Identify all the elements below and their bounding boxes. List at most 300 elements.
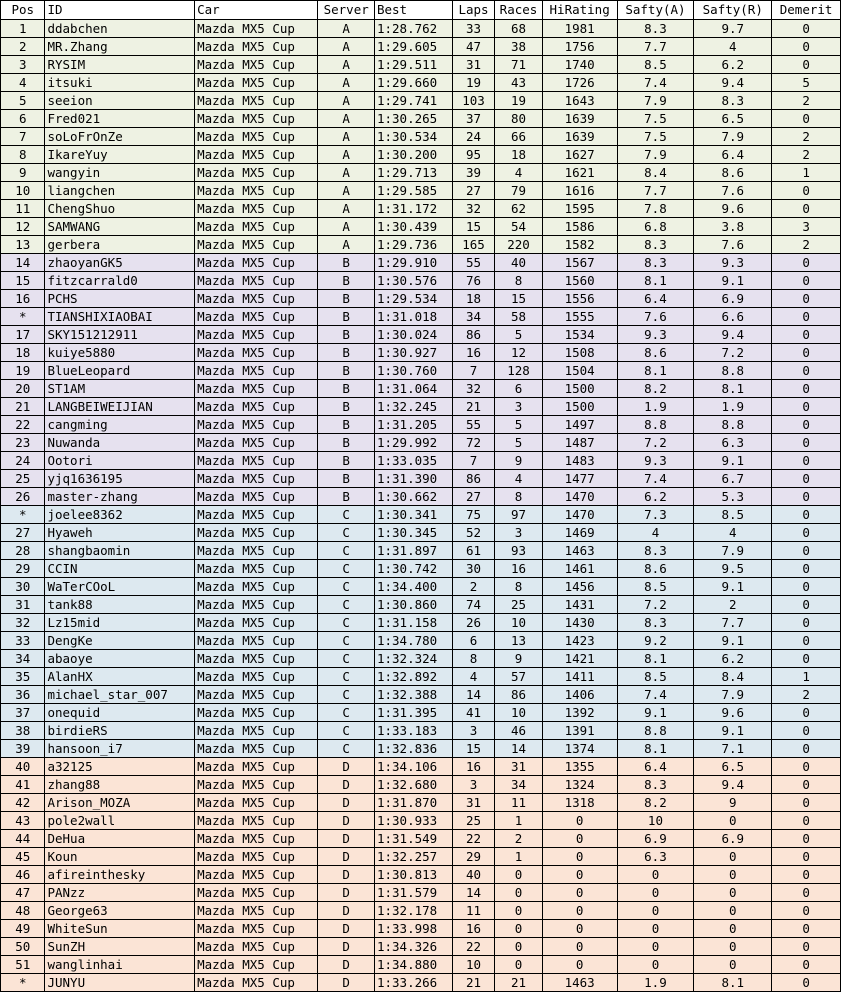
table-cell: 0 xyxy=(772,308,841,326)
table-cell: A xyxy=(318,74,375,92)
table-cell: D xyxy=(318,920,375,938)
table-cell: 8 xyxy=(495,272,543,290)
table-cell: 1411 xyxy=(542,668,617,686)
table-cell: 1:33.183 xyxy=(374,722,452,740)
table-cell: 13 xyxy=(1,236,45,254)
table-cell: 37 xyxy=(1,704,45,722)
table-cell: 1500 xyxy=(542,380,617,398)
table-cell: 1:32.257 xyxy=(374,848,452,866)
table-cell: 8.3 xyxy=(617,614,694,632)
table-cell: A xyxy=(318,218,375,236)
table-row xyxy=(1,902,841,920)
table-cell: 0 xyxy=(542,884,617,902)
table-cell: Mazda MX5 Cup xyxy=(195,560,318,578)
table-cell: Mazda MX5 Cup xyxy=(195,740,318,758)
table-cell: ST1AM xyxy=(45,380,195,398)
table-cell: 7.2 xyxy=(694,344,772,362)
table-cell: 0 xyxy=(772,398,841,416)
table-cell: 22 xyxy=(452,938,494,956)
column-header: Pos xyxy=(1,1,45,20)
table-cell: D xyxy=(318,830,375,848)
table-cell: 1981 xyxy=(542,20,617,38)
table-cell: 0 xyxy=(772,794,841,812)
table-cell: 51 xyxy=(1,956,45,974)
table-cell: 5 xyxy=(1,92,45,110)
table-cell: 6.3 xyxy=(694,434,772,452)
table-cell: 1:29.741 xyxy=(374,92,452,110)
table-cell: 0 xyxy=(542,812,617,830)
table-cell: 26 xyxy=(452,614,494,632)
table-cell: 8.8 xyxy=(694,362,772,380)
table-cell: Mazda MX5 Cup xyxy=(195,182,318,200)
table-cell: 8.6 xyxy=(617,344,694,362)
table-cell: 14 xyxy=(495,740,543,758)
table-cell: 38 xyxy=(1,722,45,740)
table-cell: 7.3 xyxy=(617,506,694,524)
table-cell: Mazda MX5 Cup xyxy=(195,146,318,164)
table-cell: 1:34.780 xyxy=(374,632,452,650)
table-cell: 32 xyxy=(452,200,494,218)
table-cell: 0 xyxy=(772,776,841,794)
table-cell: 8.3 xyxy=(617,236,694,254)
table-cell: 1500 xyxy=(542,398,617,416)
table-cell: Mazda MX5 Cup xyxy=(195,776,318,794)
table-cell: 0 xyxy=(694,812,772,830)
table-cell: 0 xyxy=(694,920,772,938)
table-cell: 16 xyxy=(495,560,543,578)
table-cell: 12 xyxy=(1,218,45,236)
table-cell: D xyxy=(318,884,375,902)
table-cell: JUNYU xyxy=(45,974,195,992)
table-cell: 8 xyxy=(452,650,494,668)
table-cell: 0 xyxy=(542,866,617,884)
table-cell: CCIN xyxy=(45,560,195,578)
table-cell: 0 xyxy=(772,614,841,632)
table-cell: 0 xyxy=(772,344,841,362)
table-cell: Mazda MX5 Cup xyxy=(195,290,318,308)
table-cell: 37 xyxy=(452,110,494,128)
table-cell: 0 xyxy=(772,650,841,668)
table-row xyxy=(1,380,841,398)
table-cell: 8.1 xyxy=(694,974,772,992)
table-cell: Mazda MX5 Cup xyxy=(195,236,318,254)
table-cell: 1461 xyxy=(542,560,617,578)
table-cell: 7.9 xyxy=(617,146,694,164)
table-cell: 0 xyxy=(617,902,694,920)
table-row xyxy=(1,740,841,758)
table-cell: 1556 xyxy=(542,290,617,308)
table-cell: 1:30.265 xyxy=(374,110,452,128)
table-cell: 0 xyxy=(772,362,841,380)
table-cell: C xyxy=(318,614,375,632)
table-cell: joelee8362 xyxy=(45,506,195,524)
table-cell: 6.2 xyxy=(617,488,694,506)
table-cell: 0 xyxy=(772,524,841,542)
table-cell: 1:28.762 xyxy=(374,20,452,38)
table-cell: 9.5 xyxy=(694,560,772,578)
table-cell: 4 xyxy=(694,38,772,56)
table-cell: 1483 xyxy=(542,452,617,470)
table-cell: 0 xyxy=(772,56,841,74)
table-cell: 2 xyxy=(452,578,494,596)
table-row xyxy=(1,776,841,794)
table-cell: shangbaomin xyxy=(45,542,195,560)
table-cell: 9.6 xyxy=(694,200,772,218)
table-cell: Mazda MX5 Cup xyxy=(195,416,318,434)
table-cell: Mazda MX5 Cup xyxy=(195,470,318,488)
table-cell: C xyxy=(318,632,375,650)
table-cell: Mazda MX5 Cup xyxy=(195,542,318,560)
table-cell: 86 xyxy=(495,686,543,704)
table-cell: C xyxy=(318,686,375,704)
table-cell: 41 xyxy=(452,704,494,722)
table-cell: 9.6 xyxy=(694,704,772,722)
table-row xyxy=(1,470,841,488)
table-cell: ChengShuo xyxy=(45,200,195,218)
table-cell: Mazda MX5 Cup xyxy=(195,956,318,974)
table-cell: 1355 xyxy=(542,758,617,776)
table-cell: 7.2 xyxy=(617,434,694,452)
table-cell: 0 xyxy=(772,722,841,740)
table-cell: 0 xyxy=(772,758,841,776)
table-cell: tank88 xyxy=(45,596,195,614)
table-row xyxy=(1,488,841,506)
table-cell: 1534 xyxy=(542,326,617,344)
table-row xyxy=(1,830,841,848)
table-cell: 9.1 xyxy=(694,632,772,650)
table-cell: Mazda MX5 Cup xyxy=(195,812,318,830)
table-cell: Mazda MX5 Cup xyxy=(195,128,318,146)
table-cell: master-zhang xyxy=(45,488,195,506)
table-cell: Mazda MX5 Cup xyxy=(195,506,318,524)
table-cell: 55 xyxy=(452,416,494,434)
table-cell: 7.1 xyxy=(694,740,772,758)
table-cell: 1:32.324 xyxy=(374,650,452,668)
column-header: HiRating xyxy=(542,1,617,20)
table-cell: 0 xyxy=(772,812,841,830)
table-cell: 6.9 xyxy=(694,290,772,308)
table-cell: 0 xyxy=(772,596,841,614)
table-cell: 36 xyxy=(1,686,45,704)
table-cell: 8.8 xyxy=(617,722,694,740)
table-cell: 7.6 xyxy=(617,308,694,326)
table-cell: 9 xyxy=(495,452,543,470)
table-cell: 21 xyxy=(452,974,494,992)
table-cell: 7.4 xyxy=(617,74,694,92)
table-cell: 14 xyxy=(1,254,45,272)
table-cell: 1:29.910 xyxy=(374,254,452,272)
table-cell: 1463 xyxy=(542,974,617,992)
table-row xyxy=(1,56,841,74)
table-cell: 26 xyxy=(1,488,45,506)
table-cell: 1:33.035 xyxy=(374,452,452,470)
table-cell: 0 xyxy=(772,416,841,434)
table-cell: 0 xyxy=(772,578,841,596)
table-cell: 0 xyxy=(542,938,617,956)
table-cell: Mazda MX5 Cup xyxy=(195,704,318,722)
table-cell: Nuwanda xyxy=(45,434,195,452)
column-header: Server xyxy=(318,1,375,20)
table-cell: 2 xyxy=(772,128,841,146)
table-cell: 7.9 xyxy=(617,92,694,110)
table-cell: B xyxy=(318,452,375,470)
table-cell: 39 xyxy=(452,164,494,182)
table-cell: 6.3 xyxy=(617,848,694,866)
table-cell: 0 xyxy=(694,956,772,974)
table-cell: 10 xyxy=(617,812,694,830)
table-cell: birdieRS xyxy=(45,722,195,740)
table-cell: 1:32.245 xyxy=(374,398,452,416)
table-cell: A xyxy=(318,110,375,128)
table-cell: 1:30.933 xyxy=(374,812,452,830)
table-cell: 1:31.390 xyxy=(374,470,452,488)
table-cell: 7.5 xyxy=(617,128,694,146)
table-cell: 0 xyxy=(772,182,841,200)
table-cell: 7.4 xyxy=(617,686,694,704)
table-cell: 7 xyxy=(452,362,494,380)
table-cell: 8.4 xyxy=(694,668,772,686)
table-cell: wangyin xyxy=(45,164,195,182)
table-row xyxy=(1,974,841,992)
table-cell: 103 xyxy=(452,92,494,110)
table-cell: C xyxy=(318,740,375,758)
table-cell: 0 xyxy=(495,956,543,974)
table-cell: SunZH xyxy=(45,938,195,956)
table-cell: 8 xyxy=(495,578,543,596)
table-cell: 3 xyxy=(495,398,543,416)
table-cell: 2 xyxy=(772,92,841,110)
column-header: Demerit xyxy=(772,1,841,20)
table-cell: 7.9 xyxy=(694,542,772,560)
table-cell: 7.7 xyxy=(617,38,694,56)
table-cell: 1421 xyxy=(542,650,617,668)
table-cell: 34 xyxy=(452,308,494,326)
table-cell: 9.7 xyxy=(694,20,772,38)
table-cell: 0 xyxy=(772,866,841,884)
table-cell: 9 xyxy=(1,164,45,182)
table-row xyxy=(1,290,841,308)
table-cell: Mazda MX5 Cup xyxy=(195,56,318,74)
table-cell: 2 xyxy=(1,38,45,56)
table-cell: 15 xyxy=(452,740,494,758)
table-cell: D xyxy=(318,866,375,884)
table-cell: 1430 xyxy=(542,614,617,632)
table-cell: 16 xyxy=(452,920,494,938)
table-cell: zhang88 xyxy=(45,776,195,794)
table-cell: 16 xyxy=(452,344,494,362)
table-cell: 0 xyxy=(772,452,841,470)
table-cell: 11 xyxy=(1,200,45,218)
table-cell: 9 xyxy=(495,650,543,668)
table-cell: itsuki xyxy=(45,74,195,92)
table-row xyxy=(1,812,841,830)
table-cell: Mazda MX5 Cup xyxy=(195,164,318,182)
table-cell: * xyxy=(1,308,45,326)
table-cell: Mazda MX5 Cup xyxy=(195,38,318,56)
table-cell: 6.4 xyxy=(617,290,694,308)
table-row xyxy=(1,452,841,470)
table-row xyxy=(1,560,841,578)
table-row xyxy=(1,866,841,884)
column-header: ID xyxy=(45,1,195,20)
table-cell: 1504 xyxy=(542,362,617,380)
table-cell: 0 xyxy=(617,884,694,902)
table-cell: 93 xyxy=(495,542,543,560)
table-cell: 30 xyxy=(1,578,45,596)
table-cell: 8.5 xyxy=(617,668,694,686)
table-cell: 66 xyxy=(495,128,543,146)
table-cell: 5 xyxy=(495,416,543,434)
table-cell: C xyxy=(318,524,375,542)
column-header: Car xyxy=(195,1,318,20)
table-cell: 1:32.836 xyxy=(374,740,452,758)
table-cell: B xyxy=(318,290,375,308)
table-cell: 5 xyxy=(772,74,841,92)
table-cell: Mazda MX5 Cup xyxy=(195,632,318,650)
table-cell: 19 xyxy=(452,74,494,92)
table-cell: 4 xyxy=(617,524,694,542)
table-cell: Mazda MX5 Cup xyxy=(195,398,318,416)
table-cell: yjq1636195 xyxy=(45,470,195,488)
table-cell: 1:29.736 xyxy=(374,236,452,254)
table-cell: 1:30.813 xyxy=(374,866,452,884)
table-cell: Mazda MX5 Cup xyxy=(195,884,318,902)
table-row xyxy=(1,542,841,560)
table-cell: A xyxy=(318,56,375,74)
table-cell: 74 xyxy=(452,596,494,614)
table-cell: 0 xyxy=(772,902,841,920)
table-cell: Mazda MX5 Cup xyxy=(195,596,318,614)
table-cell: 0 xyxy=(694,848,772,866)
table-cell: 71 xyxy=(495,56,543,74)
table-cell: 86 xyxy=(452,326,494,344)
table-cell: 34 xyxy=(495,776,543,794)
table-cell: 1456 xyxy=(542,578,617,596)
table-cell: A xyxy=(318,146,375,164)
table-cell: 7.6 xyxy=(694,236,772,254)
table-cell: 27 xyxy=(452,488,494,506)
table-row xyxy=(1,524,841,542)
table-cell: 3 xyxy=(1,56,45,74)
table-cell: 43 xyxy=(495,74,543,92)
table-cell: 0 xyxy=(694,938,772,956)
table-cell: 31 xyxy=(452,56,494,74)
table-cell: 6.9 xyxy=(617,830,694,848)
table-cell: C xyxy=(318,650,375,668)
table-cell: Mazda MX5 Cup xyxy=(195,488,318,506)
table-cell: 0 xyxy=(772,470,841,488)
table-cell: D xyxy=(318,902,375,920)
table-cell: B xyxy=(318,362,375,380)
table-cell: 9.1 xyxy=(694,578,772,596)
table-cell: 1621 xyxy=(542,164,617,182)
column-header: Laps xyxy=(452,1,494,20)
table-cell: 54 xyxy=(495,218,543,236)
table-cell: 8.3 xyxy=(694,92,772,110)
table-cell: 4 xyxy=(694,524,772,542)
table-cell: B xyxy=(318,488,375,506)
table-cell: 8.1 xyxy=(617,740,694,758)
table-cell: 1:32.178 xyxy=(374,902,452,920)
table-cell: B xyxy=(318,398,375,416)
table-cell: 1:31.172 xyxy=(374,200,452,218)
table-cell: 1:30.760 xyxy=(374,362,452,380)
table-cell: 44 xyxy=(1,830,45,848)
table-cell: 9.4 xyxy=(694,326,772,344)
table-cell: 1560 xyxy=(542,272,617,290)
table-cell: 8.5 xyxy=(617,56,694,74)
table-cell: Mazda MX5 Cup xyxy=(195,74,318,92)
table-cell: 1.9 xyxy=(617,398,694,416)
table-cell: Mazda MX5 Cup xyxy=(195,362,318,380)
table-cell: 40 xyxy=(1,758,45,776)
table-cell: 0 xyxy=(772,848,841,866)
table-cell: Mazda MX5 Cup xyxy=(195,830,318,848)
table-row xyxy=(1,668,841,686)
table-cell: 8 xyxy=(1,146,45,164)
table-cell: D xyxy=(318,776,375,794)
table-cell: 1:30.576 xyxy=(374,272,452,290)
table-cell: George63 xyxy=(45,902,195,920)
table-cell: 22 xyxy=(1,416,45,434)
table-cell: 18 xyxy=(1,344,45,362)
table-cell: 1391 xyxy=(542,722,617,740)
table-cell: 1:29.534 xyxy=(374,290,452,308)
table-row xyxy=(1,704,841,722)
table-cell: 25 xyxy=(452,812,494,830)
table-row xyxy=(1,254,841,272)
table-cell: 14 xyxy=(452,686,494,704)
table-cell: B xyxy=(318,434,375,452)
table-cell: 1586 xyxy=(542,218,617,236)
table-row xyxy=(1,650,841,668)
table-cell: 0 xyxy=(542,920,617,938)
table-cell: A xyxy=(318,38,375,56)
table-cell: 6.5 xyxy=(694,110,772,128)
table-cell: B xyxy=(318,416,375,434)
table-cell: 5 xyxy=(495,326,543,344)
table-cell: DeHua xyxy=(45,830,195,848)
table-cell: 1595 xyxy=(542,200,617,218)
table-cell: Koun xyxy=(45,848,195,866)
table-row xyxy=(1,614,841,632)
table-cell: D xyxy=(318,974,375,992)
table-cell: 0 xyxy=(772,110,841,128)
table-cell: SKY151212911 xyxy=(45,326,195,344)
table-cell: 18 xyxy=(452,290,494,308)
table-cell: 1374 xyxy=(542,740,617,758)
table-cell: 3.8 xyxy=(694,218,772,236)
table-cell: 1470 xyxy=(542,488,617,506)
table-cell: 8.1 xyxy=(617,362,694,380)
table-cell: 7.5 xyxy=(617,110,694,128)
table-cell: TIANSHIXIAOBAI xyxy=(45,308,195,326)
table-cell: 7 xyxy=(1,128,45,146)
table-cell: 11 xyxy=(495,794,543,812)
table-cell: 3 xyxy=(452,722,494,740)
table-cell: 1 xyxy=(495,848,543,866)
table-cell: 21 xyxy=(452,398,494,416)
table-cell: 1567 xyxy=(542,254,617,272)
table-cell: 6.8 xyxy=(617,218,694,236)
table-cell: 0 xyxy=(772,488,841,506)
table-cell: ddabchen xyxy=(45,20,195,38)
header-row xyxy=(1,1,841,20)
table-cell: liangchen xyxy=(45,182,195,200)
table-cell: 6.9 xyxy=(694,830,772,848)
table-cell: 45 xyxy=(1,848,45,866)
table-cell: 1:30.742 xyxy=(374,560,452,578)
